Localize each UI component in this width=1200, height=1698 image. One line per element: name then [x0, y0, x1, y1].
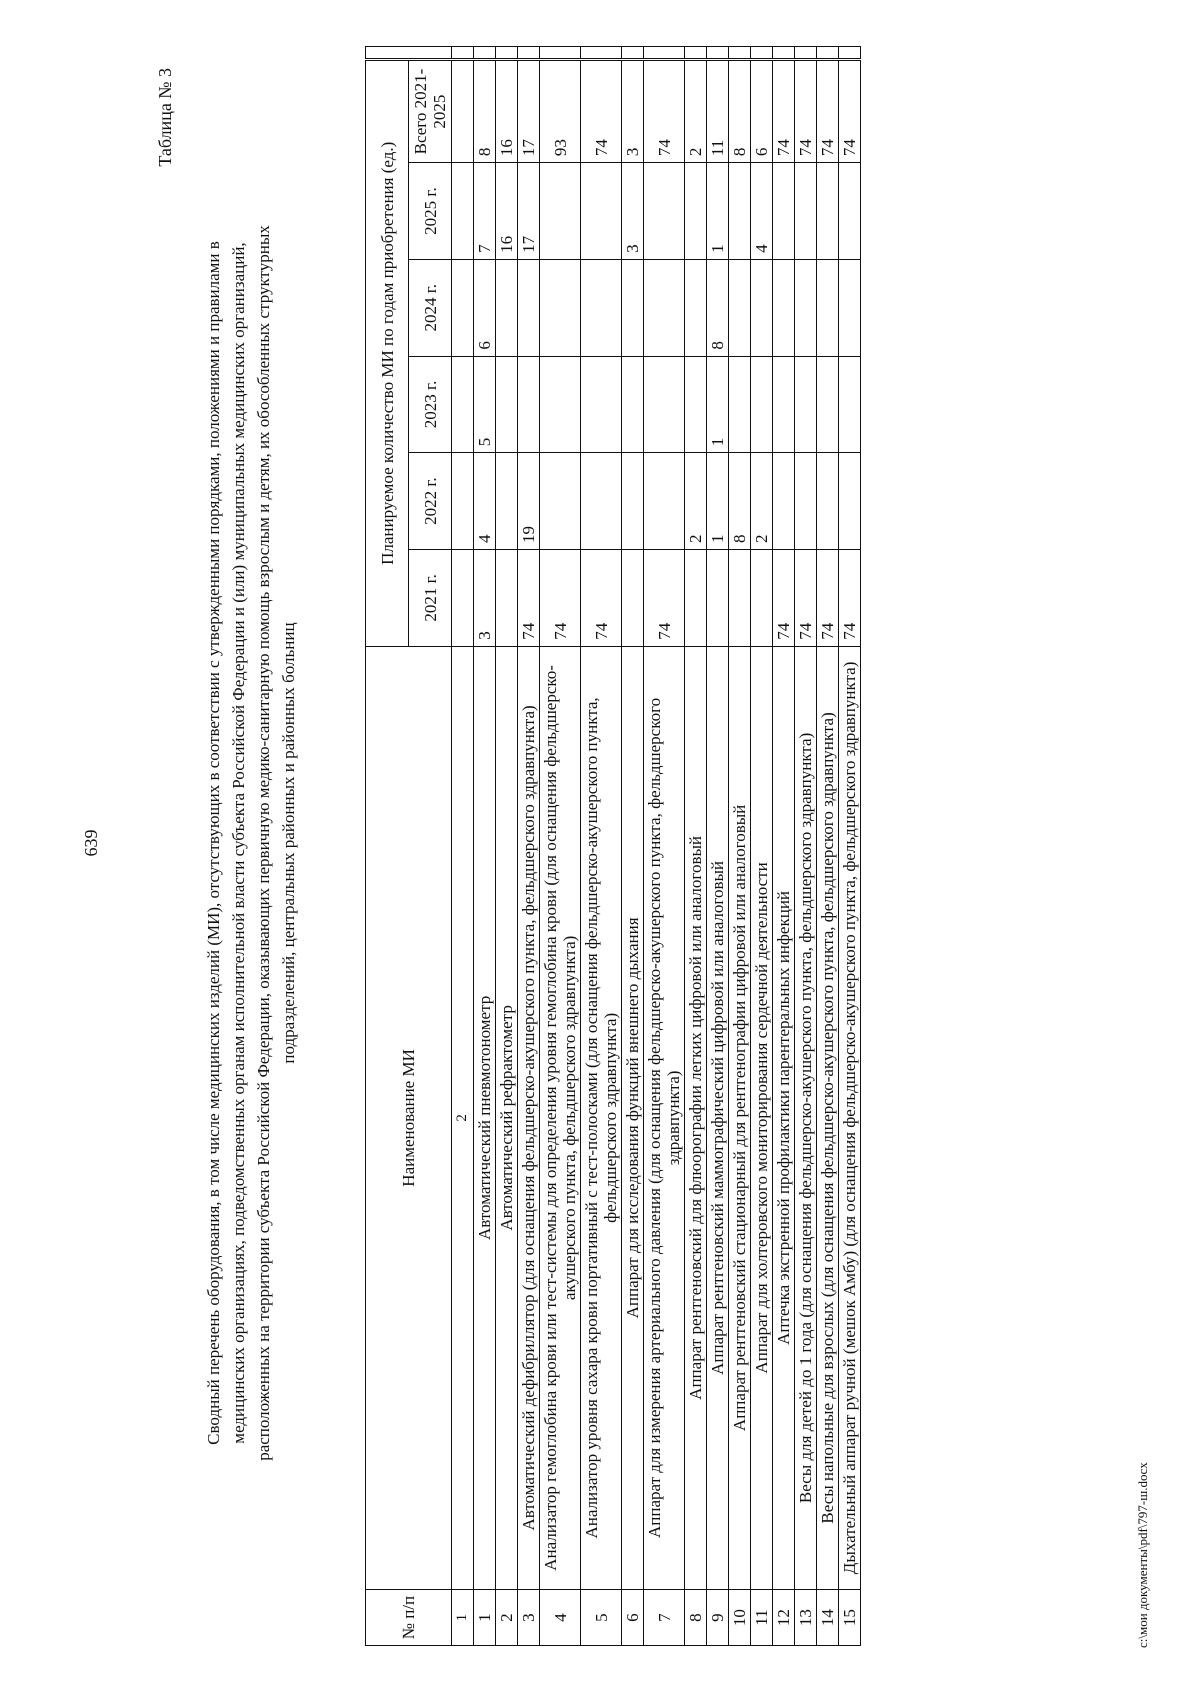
row-value	[751, 259, 773, 356]
edge-cell	[751, 47, 773, 60]
row-value: 1	[707, 163, 729, 260]
table-row	[685, 47, 707, 1646]
table-row	[729, 47, 751, 1646]
row-value: 19	[518, 453, 540, 550]
row-value	[644, 163, 685, 260]
table-row	[540, 47, 581, 1646]
row-name: Анализатор уровня сахара крови портативный с тест-полосками (для оснащения фельдшерско-акушерского пункта, фельдшерского здравпункта)	[581, 646, 622, 1589]
row-value	[773, 453, 795, 550]
equipment-table	[365, 46, 861, 1646]
row-value: 74	[540, 549, 581, 646]
table-row	[496, 47, 518, 1646]
header-year-4: 2025 г.	[409, 163, 452, 260]
row-value: 74	[581, 59, 622, 162]
row-value	[729, 163, 751, 260]
row-value: 8	[474, 59, 496, 162]
row-name: Аппарат для измерения артериального давления (для оснащения фельдшерско-акушерского пункта, фельдшерского здравпункта)	[644, 646, 685, 1589]
edge-cell	[773, 47, 795, 60]
row-name: Автоматический рефрактометр	[496, 646, 518, 1589]
edge-cell	[729, 47, 751, 60]
row-value: 3	[622, 163, 644, 260]
row-value: 74	[795, 549, 817, 646]
row-name: Аппарат для исследования функций внешнего дыхания	[622, 646, 644, 1589]
row-value: 8	[707, 259, 729, 356]
row-value: 2	[685, 59, 707, 162]
table-row	[839, 47, 861, 1646]
row-value: 74	[817, 59, 839, 162]
row-value	[795, 356, 817, 453]
row-value: 7	[474, 163, 496, 260]
table-title: Сводный перечень оборудования, в том числе медицинских изделий (МИ), отсутствующих в соответствии с утвержденными порядками, положениями и правилами в медицинских организациях, подведомственных органам исполнительной власти субъекта Российской Федерации и (или) муниципальных медицинских организаций, расположенных на территории субъекта Российской Федерации, оказывающих первичную медико-санитарную помощь взрослым и детям, их обособленных структурных подразделений, центральных районных и районных больниц	[204, 225, 298, 1461]
index-cell	[452, 356, 474, 453]
row-value: 2	[751, 453, 773, 550]
edge-cell	[839, 47, 861, 60]
row-value	[644, 356, 685, 453]
index-cell	[452, 453, 474, 550]
row-value: 93	[540, 59, 581, 162]
row-value	[581, 453, 622, 550]
row-number: 7	[644, 1590, 685, 1646]
row-value	[518, 356, 540, 453]
row-value	[496, 453, 518, 550]
row-value	[817, 163, 839, 260]
index-cell	[452, 549, 474, 646]
row-number: 11	[751, 1590, 773, 1646]
row-value: 17	[518, 163, 540, 260]
index-cell	[452, 163, 474, 260]
row-value: 1	[707, 356, 729, 453]
row-value	[817, 453, 839, 550]
rotated-content	[5, 0, 1195, 1688]
table-row	[644, 47, 685, 1646]
row-number: 3	[518, 1590, 540, 1646]
row-value: 8	[729, 453, 751, 550]
row-value	[773, 163, 795, 260]
row-name: Аптечка экстренной профилактики парентеральных инфекций	[773, 646, 795, 1589]
row-value	[540, 356, 581, 453]
row-value: 74	[773, 549, 795, 646]
page-number: 639	[81, 829, 101, 857]
row-value	[707, 549, 729, 646]
row-value: 74	[817, 549, 839, 646]
footer-file-path: c:\мои документы\pdf\797-ш.docx	[1135, 1462, 1150, 1648]
row-name: Аппарат для холтеровского мониторирования сердечной деятельности	[751, 646, 773, 1589]
row-value: 74	[839, 549, 861, 646]
row-name: Аппарат рентгеновский для флюорографии легких цифровой или аналоговый	[685, 646, 707, 1589]
row-value: 16	[496, 59, 518, 162]
row-value	[644, 453, 685, 550]
row-value	[685, 259, 707, 356]
row-number: 10	[729, 1590, 751, 1646]
index-cell	[452, 259, 474, 356]
row-number: 4	[540, 1590, 581, 1646]
row-value	[540, 163, 581, 260]
row-number: 6	[622, 1590, 644, 1646]
row-value	[581, 259, 622, 356]
row-value: 4	[751, 163, 773, 260]
table-row	[707, 47, 729, 1646]
table-row	[474, 47, 496, 1646]
edge-cell	[817, 47, 839, 60]
table-body	[452, 47, 861, 1646]
table-row	[581, 47, 622, 1646]
row-value: 74	[644, 549, 685, 646]
edge-cell	[452, 47, 474, 60]
header-name: Наименование МИ	[366, 646, 452, 1589]
row-value: 11	[707, 59, 729, 162]
table-row	[751, 47, 773, 1646]
edge-cell	[795, 47, 817, 60]
table-row	[773, 47, 795, 1646]
row-value	[644, 259, 685, 356]
row-number: 8	[685, 1590, 707, 1646]
row-number: 2	[496, 1590, 518, 1646]
row-value	[729, 259, 751, 356]
row-value	[685, 356, 707, 453]
row-name: Анализатор гемоглобина крови или тест-системы для определения уровня гемоглобина крови (для оснащения фельдшерско-акушерского пункта, фельдшерского здравпункта)	[540, 646, 581, 1589]
edge-cell	[581, 47, 622, 60]
row-value	[839, 259, 861, 356]
edge-cell	[707, 47, 729, 60]
row-value: 74	[773, 59, 795, 162]
table-row	[817, 47, 839, 1646]
row-value: 3	[622, 59, 644, 162]
row-number: 12	[773, 1590, 795, 1646]
edge-cell	[622, 47, 644, 60]
row-value	[795, 259, 817, 356]
row-value	[795, 163, 817, 260]
row-value	[496, 356, 518, 453]
row-value: 16	[496, 163, 518, 260]
row-value	[773, 356, 795, 453]
row-value	[817, 356, 839, 453]
row-name: Автоматический пневмотонометр	[474, 646, 496, 1589]
row-value: 2	[685, 453, 707, 550]
row-name: Аппарат рентгеновский маммографический цифровой или аналоговый	[707, 646, 729, 1589]
table-row	[622, 47, 644, 1646]
row-value	[839, 163, 861, 260]
row-number: 14	[817, 1590, 839, 1646]
row-number: 13	[795, 1590, 817, 1646]
row-value	[496, 259, 518, 356]
edge-cell	[540, 47, 581, 60]
row-value	[496, 549, 518, 646]
edge-cell	[496, 47, 518, 60]
row-name: Автоматический дефибриллятор (для оснащения фельдшерско-акушерского пункта, фельдшерского здравпункта)	[518, 646, 540, 1589]
row-value	[540, 453, 581, 550]
edge-cell	[685, 47, 707, 60]
row-name: Весы напольные для взрослых (для оснащения фельдшерско-акушерского пункта, фельдшерского здравпункта)	[817, 646, 839, 1589]
row-value	[622, 453, 644, 550]
row-value: 74	[581, 549, 622, 646]
index-cell: 2	[452, 646, 474, 1589]
table-row	[518, 47, 540, 1646]
edge-cell	[644, 47, 685, 60]
row-value	[685, 163, 707, 260]
edge-cell	[474, 47, 496, 60]
row-value	[795, 453, 817, 550]
row-name: Аппарат рентгеновский стационарный для рентгенографии цифровой или аналоговый	[729, 646, 751, 1589]
row-value: 74	[644, 59, 685, 162]
row-value: 74	[795, 59, 817, 162]
row-value	[518, 259, 540, 356]
row-value	[817, 259, 839, 356]
row-value: 8	[729, 59, 751, 162]
row-value	[685, 549, 707, 646]
header-edge	[366, 47, 452, 60]
row-value	[622, 259, 644, 356]
row-value	[729, 549, 751, 646]
row-value	[622, 356, 644, 453]
index-cell: 1	[452, 1590, 474, 1646]
header-year-2: 2023 г.	[409, 356, 452, 453]
row-value: 6	[474, 259, 496, 356]
row-number: 1	[474, 1590, 496, 1646]
header-group: Планируемое количество МИ по годам приобретения (ед.)	[366, 59, 409, 646]
row-value: 74	[518, 549, 540, 646]
row-name: Весы для детей до 1 года (для оснащения фельдшерско-акушерского пункта, фельдшерского здравпункта)	[795, 646, 817, 1589]
row-number: 5	[581, 1590, 622, 1646]
row-name: Дыхательный аппарат ручной (мешок Амбу) (для оснащения фельдшерско-акушерского пункта, фельдшерского здравпункта)	[839, 646, 861, 1589]
row-value: 5	[474, 356, 496, 453]
header-year-3: 2024 г.	[409, 259, 452, 356]
header-year-5: Всего 2021-2025	[409, 59, 452, 162]
header-year-1: 2022 г.	[409, 453, 452, 550]
edge-cell	[518, 47, 540, 60]
index-cell	[452, 59, 474, 162]
row-value	[581, 356, 622, 453]
table-row	[795, 47, 817, 1646]
row-value: 1	[707, 453, 729, 550]
row-value	[540, 259, 581, 356]
row-value	[839, 453, 861, 550]
row-value: 4	[474, 453, 496, 550]
row-value: 6	[751, 59, 773, 162]
row-number: 15	[839, 1590, 861, 1646]
row-value	[751, 549, 773, 646]
index-row	[452, 47, 474, 1646]
row-value	[729, 356, 751, 453]
row-value: 74	[839, 59, 861, 162]
row-value	[751, 356, 773, 453]
row-value	[839, 356, 861, 453]
row-value	[622, 549, 644, 646]
header-year-0: 2021 г.	[409, 549, 452, 646]
table-label: Таблица № 3	[155, 68, 175, 167]
row-value: 17	[518, 59, 540, 162]
row-value	[581, 163, 622, 260]
row-number: 9	[707, 1590, 729, 1646]
row-value: 3	[474, 549, 496, 646]
row-value	[773, 259, 795, 356]
header-num: № п/п	[366, 1590, 452, 1646]
